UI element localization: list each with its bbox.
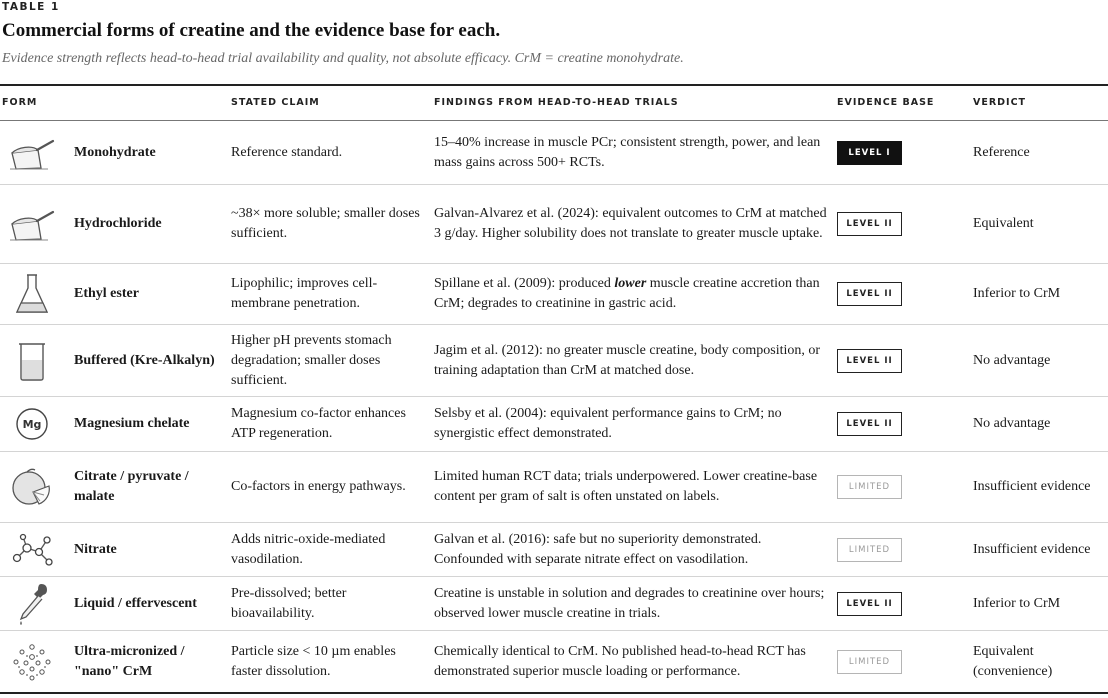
trial-findings: Spillane et al. (2009): produced lower muscle creatine accretion than CrM; degrades to creatinine in gastric acid. — [434, 276, 820, 311]
table-row — [0, 185, 1108, 264]
evidence-badge: LIMITED — [837, 475, 902, 499]
form-name: Monohydrate — [74, 144, 156, 160]
trial-findings: Creatine is unstable in solution and degrades to creatinine over hours; observed lower muscle creatine in trials. — [434, 585, 825, 621]
form-name: Magnesium chelate — [74, 416, 190, 431]
verdict: No advantage — [973, 416, 1051, 431]
header-findings: FINDINGS FROM HEAD-TO-HEAD TRIALS — [434, 97, 679, 108]
verdict: Reference — [973, 144, 1030, 160]
evidence-cell — [837, 523, 957, 576]
stated-claim: Particle size < 10 µm enables faster dissolution. — [231, 643, 396, 679]
stated-claim: Lipophilic; improves cell-membrane penetration. — [231, 276, 378, 311]
evidence-cell — [837, 325, 957, 396]
trial-findings: Jagim et al. (2012): no greater muscle creatine, body composition, or training adaptation than CrM at matched dose. — [434, 342, 821, 378]
header-evidence: EVIDENCE BASE — [837, 97, 935, 108]
evidence-badge: LEVEL II — [837, 412, 902, 436]
flask-icon — [2, 264, 62, 324]
verdict: Equivalent — [973, 216, 1034, 231]
form-name: Buffered (Kre-Alkalyn) — [74, 352, 215, 368]
stated-claim: Reference standard. — [231, 144, 343, 160]
stated-claim: Magnesium co-factor enhances ATP regeneration. — [231, 406, 406, 441]
trial-findings: Limited human RCT data; trials underpowered. Lower creatine-base content per gram of salt is often unstated on labels. — [434, 469, 818, 504]
table-row — [0, 264, 1108, 325]
table-title: Commercial forms of creatine and the evidence base for each. — [2, 20, 501, 41]
evidence-badge: LEVEL II — [837, 592, 902, 616]
trial-findings: 15–40% increase in muscle PCr; consistent strength, power, and lean mass gains across 500+ RCTs. — [434, 134, 821, 170]
table-row — [0, 452, 1108, 523]
header-form: FORM — [2, 97, 38, 108]
stated-claim: Higher pH prevents stomach degradation; smaller doses sufficient. — [231, 332, 392, 388]
evidence-badge: LEVEL II — [837, 349, 902, 373]
trial-findings: Galvan-Alvarez et al. (2024): equivalent outcomes to CrM at matched 3 g/day. Higher solubility does not translate to greater muscle uptake. — [434, 206, 827, 241]
particles-icon — [2, 631, 62, 692]
dropper-icon — [2, 577, 62, 630]
evidence-badge: LIMITED — [837, 538, 902, 562]
evidence-badge: LEVEL II — [837, 282, 902, 306]
evidence-cell — [837, 264, 957, 324]
stated-claim: Co-factors in energy pathways. — [231, 479, 406, 494]
table-subtitle: Evidence strength reflects head-to-head trial availability and quality, not absolute efficacy. CrM = creatine monohydrate. — [2, 51, 684, 66]
trial-findings: Selsby et al. (2004): equivalent performance gains to CrM; no synergistic effect demonstrated. — [434, 406, 782, 441]
icon-label: Mg — [22, 417, 42, 431]
evidence-badge: LEVEL II — [837, 212, 902, 236]
scoop-icon — [2, 185, 62, 263]
trial-findings: Galvan et al. (2016): safe but no superiority demonstrated. Confounded with separate nitrate effect on vasodilation. — [434, 531, 762, 567]
verdict: Equivalent (convenience) — [973, 643, 1053, 679]
header-claim: STATED CLAIM — [231, 97, 320, 108]
verdict: No advantage — [973, 352, 1051, 368]
evidence-cell — [837, 185, 957, 263]
header-verdict: VERDICT — [973, 97, 1027, 108]
form-name: Nitrate — [74, 541, 117, 557]
form-name: Hydrochloride — [74, 216, 162, 231]
evidence-cell — [837, 452, 957, 522]
beaker-icon — [2, 325, 62, 396]
evidence-cell — [837, 577, 957, 630]
form-name: Ethyl ester — [74, 286, 139, 301]
evidence-badge: LIMITED — [837, 650, 902, 674]
table-row — [0, 325, 1108, 397]
table-row — [0, 577, 1108, 631]
trial-findings: Chemically identical to CrM. No published head-to-head RCT has demonstrated superior muscle loading or performance. — [434, 643, 806, 679]
form-name: Citrate / pyruvate / malate — [74, 469, 189, 504]
table-row — [0, 121, 1108, 185]
stated-claim: ~38× more soluble; smaller doses sufficient. — [231, 206, 420, 241]
evidence-cell — [837, 121, 957, 184]
table-row — [0, 523, 1108, 577]
table-row — [0, 397, 1108, 452]
top-rule — [0, 84, 1108, 86]
scoop-icon — [2, 121, 62, 184]
bottom-rule — [0, 692, 1108, 694]
evidence-cell — [837, 397, 957, 451]
stated-claim: Adds nitric-oxide-mediated vasodilation. — [231, 531, 386, 567]
stated-claim: Pre-dissolved; better bioavailability. — [231, 585, 347, 621]
molecule-icon — [2, 523, 62, 576]
form-name: Ultra-micronized / "nano" CrM — [74, 643, 185, 679]
verdict: Inferior to CrM — [973, 286, 1061, 301]
magnesium-icon — [2, 397, 62, 451]
form-name: Liquid / effervescent — [74, 595, 197, 611]
citrus-icon — [2, 452, 62, 522]
verdict: Insufficient evidence — [973, 479, 1091, 494]
table-label: TABLE 1 — [2, 1, 60, 13]
verdict: Inferior to CrM — [973, 595, 1061, 611]
table-row — [0, 631, 1108, 692]
verdict: Insufficient evidence — [973, 541, 1091, 557]
evidence-cell — [837, 631, 957, 692]
evidence-badge: LEVEL I — [837, 141, 902, 165]
